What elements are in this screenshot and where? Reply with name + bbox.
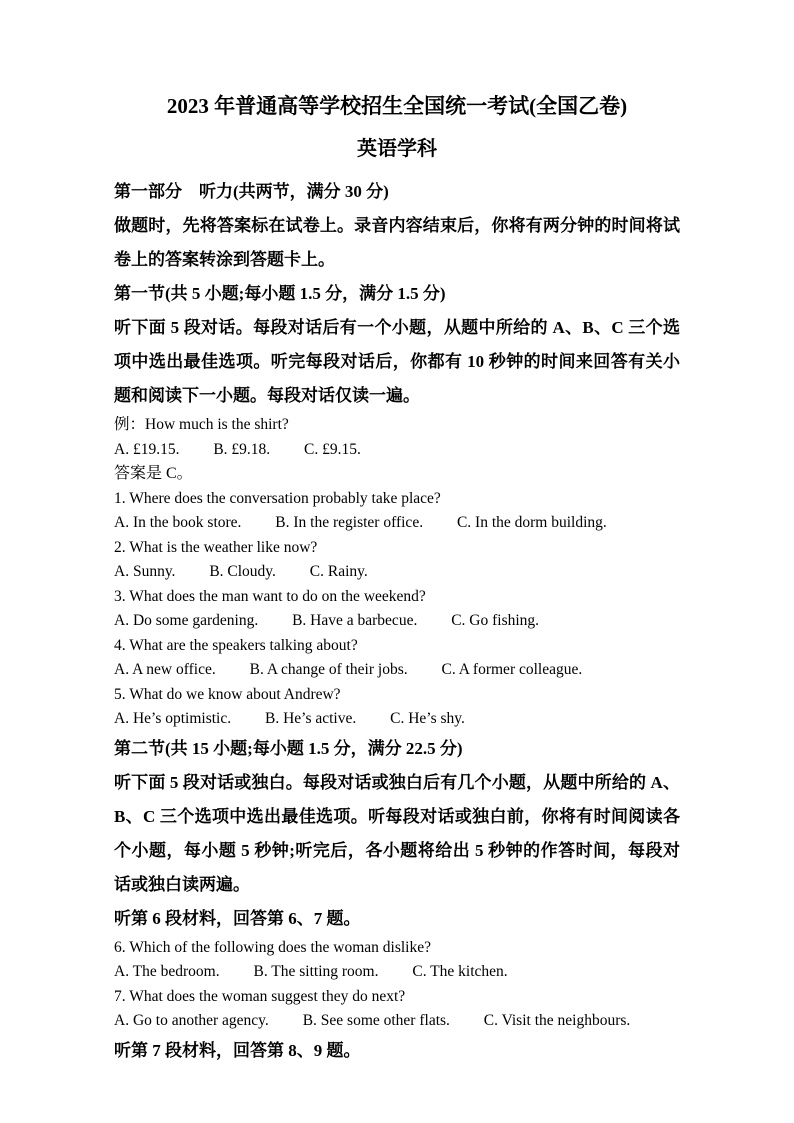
section1-instructions: 听下面 5 段对话。每段对话后有一个小题，从题中所给的 A、B、C 三个选项中选出最佳选项。听完每段对话后，你都有 10 秒钟的时间来回答有关小题和阅读下一小题。每段对话仅读一遍。 <box>114 318 680 405</box>
option-c: C. A former colleague. <box>441 661 583 678</box>
question-5 <box>114 683 680 732</box>
question-options <box>114 560 680 585</box>
part1-note: 做题时，先将答案标在试卷上。录音内容结束后，你将有两分钟的时间将试卷上的答案转涂到答题卡上。 <box>114 216 680 269</box>
option-c: C. He’s shy. <box>390 710 465 727</box>
question-text: 1. Where does the conversation probably take place? <box>114 489 441 507</box>
section2-heading: 第二节(共 15 小题;每小题 1.5 分，满分 22.5 分) <box>114 738 463 758</box>
question-4 <box>114 634 680 683</box>
question-text: 6. Which of the following does the woman dislike? <box>114 938 431 956</box>
question-1 <box>114 487 680 536</box>
option-b: B. Cloudy. <box>209 563 276 580</box>
question-text: 3. What does the man want to do on the weekend? <box>114 587 426 605</box>
example-question: 例：How much is the shirt? <box>114 416 289 433</box>
option-a: A. A new office. <box>114 661 216 678</box>
question-options <box>114 1009 680 1034</box>
example-option-c: C. £9.15. <box>304 440 361 458</box>
example-option-b: B. £9.18. <box>213 440 271 458</box>
option-c: C. In the dorm building. <box>456 514 607 531</box>
question-text: 4. What are the speakers talking about? <box>114 636 358 654</box>
question-options <box>114 960 680 985</box>
example-block <box>114 413 680 487</box>
question-7 <box>114 985 680 1034</box>
material7-heading: 听第 7 段材料，回答第 8、9 题。 <box>114 1040 361 1060</box>
page-title: 2023 年普通高等学校招生全国统一考试(全国乙卷) <box>166 94 628 118</box>
question-options <box>114 707 680 732</box>
question-6 <box>114 936 680 985</box>
option-b: B. See some other flats. <box>302 1012 450 1029</box>
question-3 <box>114 585 680 634</box>
option-c: C. The kitchen. <box>412 963 508 980</box>
option-a: A. In the book store. <box>114 514 242 531</box>
question-options <box>114 658 680 683</box>
option-b: B. He’s active. <box>264 710 357 727</box>
option-a: A. The bedroom. <box>114 963 220 980</box>
page-subtitle: 英语学科 <box>357 138 437 160</box>
question-2 <box>114 536 680 585</box>
option-b: B. The sitting room. <box>253 963 379 980</box>
material6-heading: 听第 6 段材料，回答第 6、7 题。 <box>114 908 361 928</box>
option-a: A. Sunny. <box>114 563 176 580</box>
section1-heading: 第一节(共 5 小题;每小题 1.5 分，满分 1.5 分) <box>114 284 446 303</box>
option-a: A. Go to another agency. <box>114 1012 269 1029</box>
option-b: B. A change of their jobs. <box>249 661 408 678</box>
question-options <box>114 609 680 634</box>
part1-heading: 第一部分 听力(共两节，满分 30 分) <box>114 182 389 201</box>
question-text: 5. What do we know about Andrew? <box>114 685 341 703</box>
option-a: A. Do some gardening. <box>114 612 259 629</box>
section2-instructions: 听下面 5 段对话或独白。每段对话或独白后有几个小题，从题中所给的 A、B、C 三个选项中选出最佳选项。听每段对话或独白前，你将有时间阅读各个小题，每小题 5 秒钟;听完后，各小题将给出 5 秒钟的作答时间，每段对话或独白读两遍。 <box>114 772 680 894</box>
option-a: A. He’s optimistic. <box>114 710 232 727</box>
option-c: C. Go fishing. <box>451 612 540 629</box>
question-text: 2. What is the weather like now? <box>114 538 318 556</box>
example-option-a: A. £19.15. <box>114 440 180 458</box>
example-options <box>114 438 680 463</box>
example-answer: 答案是 C。 <box>114 465 193 482</box>
option-c: C. Rainy. <box>309 563 368 580</box>
option-b: B. Have a barbecue. <box>292 612 418 629</box>
question-text: 7. What does the woman suggest they do next? <box>114 987 406 1005</box>
question-options <box>114 511 680 536</box>
option-c: C. Visit the neighbours. <box>483 1012 631 1029</box>
option-b: B. In the register office. <box>275 514 424 531</box>
